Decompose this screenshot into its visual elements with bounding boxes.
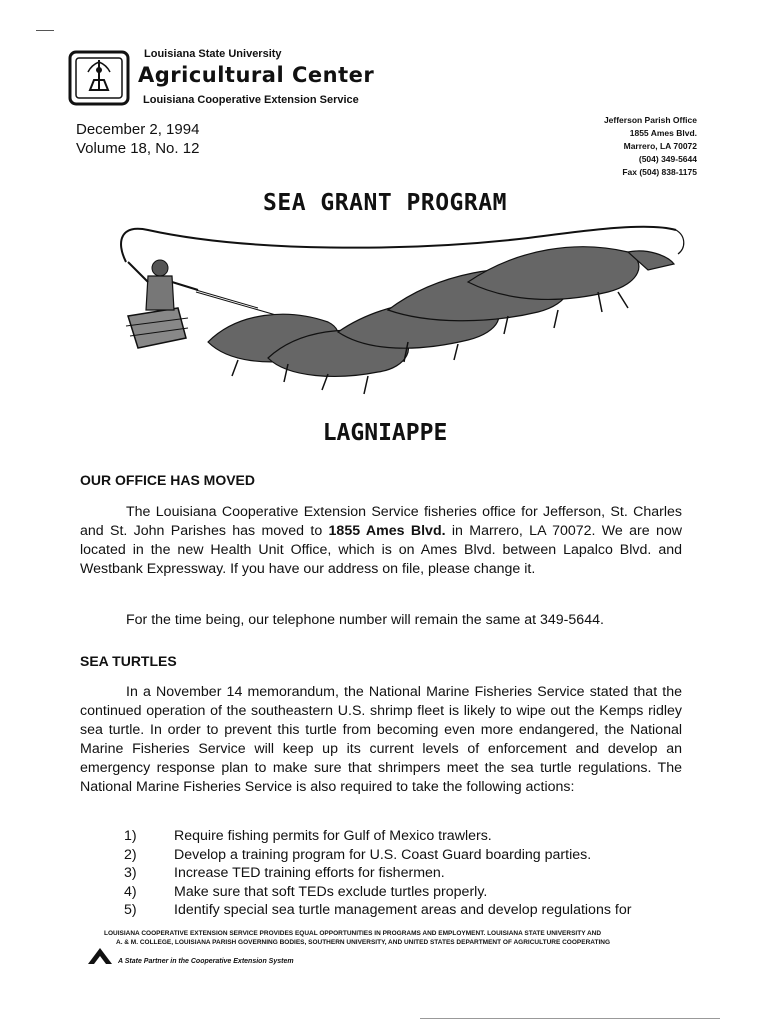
list-item: 1) Require fishing permits for Gulf of Mexico trawlers.	[124, 828, 492, 844]
paragraph-moved	[80, 503, 682, 579]
office-phone: (504) 349-5644	[638, 154, 697, 164]
list-item: 5) Identify special sea turtle management areas and develop regulations for	[124, 902, 632, 918]
office-fax: Fax (504) 838-1175	[622, 167, 697, 177]
page-title: SEA GRANT PROGRAM	[263, 190, 507, 216]
footer-tagline: A State Partner in the Cooperative Extension System	[118, 958, 294, 965]
list-item: 3) Increase TED training efforts for fishermen.	[124, 865, 445, 881]
scan-mark	[36, 30, 54, 31]
service-name: Louisiana Cooperative Extension Service	[143, 94, 359, 106]
issue-info	[76, 120, 199, 158]
office-city: Marrero, LA 70072	[623, 141, 697, 151]
newsletter-name: LAGNIAPPE	[322, 420, 448, 446]
list-item: 2) Develop a training program for U.S. Coast Guard boarding parties.	[124, 846, 592, 863]
turtles-text: In a November 14 memorandum, the National Marine Fisheries Service stated that the continued operation of the southeastern U.S. shrimp fleet is likely to wipe out the Kemps ridley sea turtle. In order to prevent this turtle from becoming even more endangered, the National Marine Fisheries Service will keep up its current levels of enforcement and develop an emergency response plan to make sure that shrimpers meet the sea turtle regulations. The National Marine Fisheries Service is also required to take the following actions:	[80, 684, 682, 795]
university-name: Louisiana State University	[144, 48, 282, 60]
equal-opportunity-statement	[104, 929, 699, 947]
alligator-sled-illustration	[108, 212, 690, 408]
moved-address: 1855 Ames Blvd.	[328, 523, 446, 539]
extension-system-logo	[86, 946, 114, 971]
lsu-agcenter-logo	[68, 50, 130, 106]
phone-text: For the time being, our telephone number will remain the same at 349-5644.	[126, 612, 604, 628]
center-name: Agricultural Center	[138, 63, 375, 87]
office-name: Jefferson Parish Office	[603, 115, 697, 125]
issue-date: December 2, 1994	[76, 121, 200, 138]
section-heading-moved: OUR OFFICE HAS MOVED	[80, 472, 256, 488]
actions-list	[124, 827, 631, 920]
office-address	[604, 114, 697, 179]
footer-line-2: A. & M. COLLEGE, LOUISIANA PARISH GOVERNING BODIES, SOUTHERN UNIVERSITY, AND UNITED STATES DEPARTMENT OF AGRICULTURE COOPERATING	[116, 939, 611, 946]
section-heading-turtles: SEA TURTLES	[80, 653, 177, 669]
footer-line-1: LOUISIANA COOPERATIVE EXTENSION SERVICE PROVIDES EQUAL OPPORTUNITIES IN PROGRAMS AND EMPLOYMENT. LOUISIANA STATE UNIVERSITY AND	[104, 930, 602, 937]
office-street: 1855 Ames Blvd.	[629, 128, 697, 138]
moved-text-a: The Louisiana Cooperative Extension Service fisheries office for Jefferson, St. Charles and St. John Parishes has moved to	[80, 504, 682, 539]
paragraph-turtles	[80, 683, 682, 797]
paragraph-phone	[80, 611, 682, 630]
scan-mark	[420, 1018, 720, 1019]
issue-volume: Volume 18, No. 12	[76, 140, 200, 157]
moved-text-b: in Marrero, LA 70072. We are now located in the new Health Unit Office, which is on Ames Blvd. between Lapalco Blvd. and Westbank Expressway. If you have our address on file, please change it.	[80, 523, 682, 577]
list-item: 4) Make sure that soft TEDs exclude turtles properly.	[124, 883, 488, 900]
